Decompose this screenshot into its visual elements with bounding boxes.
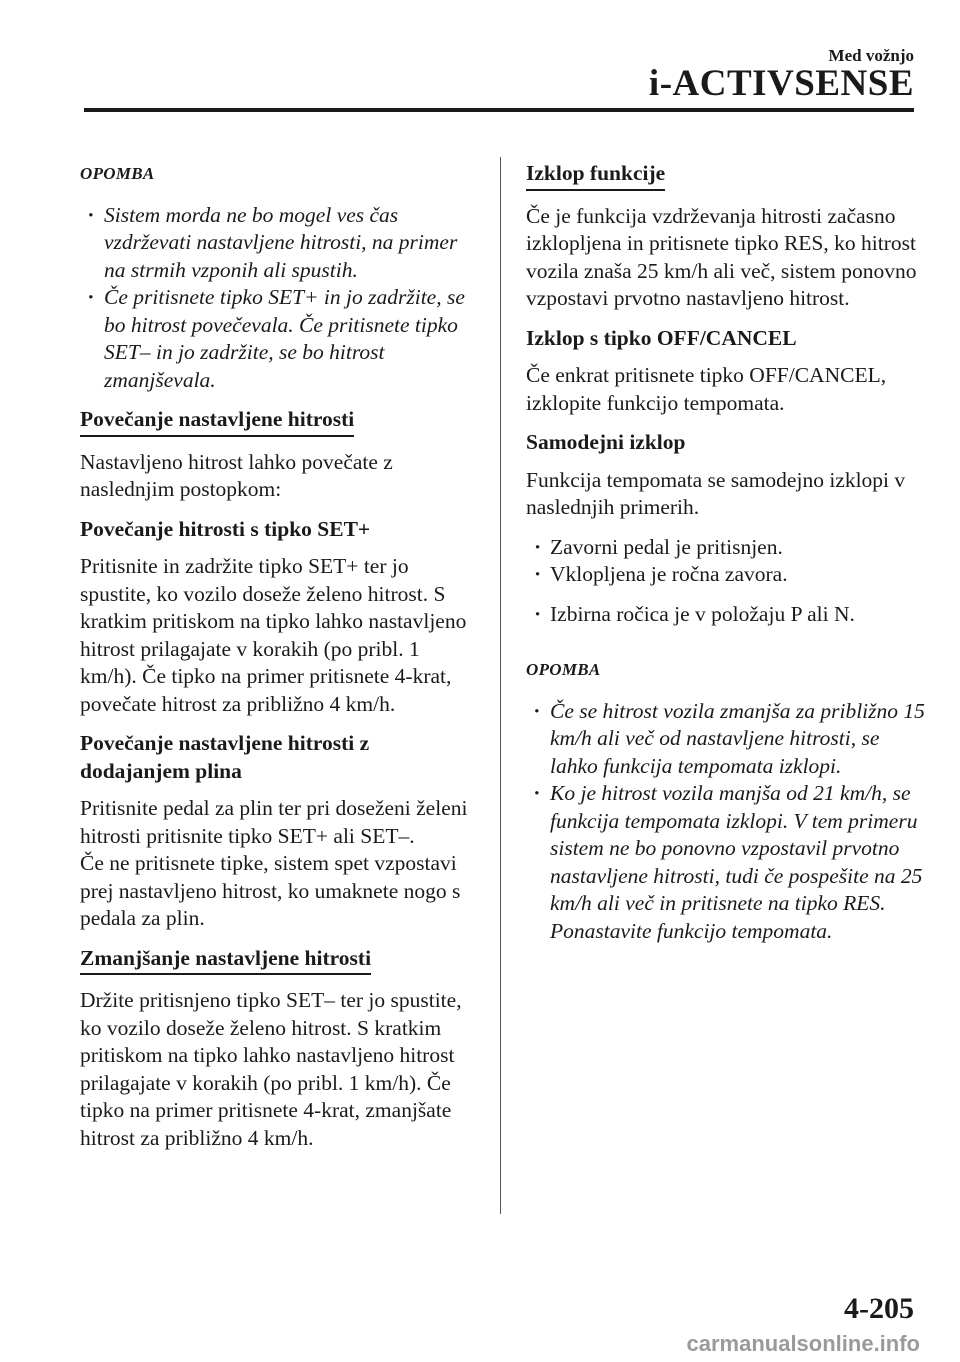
heading-decrease: Zmanjšanje nastavljene hitrosti [80,945,371,976]
note-title: OPOMBA [80,164,155,183]
auto-off-list [526,534,926,629]
heading-accel: Povečanje nastavljene hitrosti z dodajanjem plina [80,731,370,783]
header-rule [84,108,914,112]
heading-increase: Povečanje nastavljene hitrosti [80,406,354,437]
right-column [526,160,926,945]
page-number: 4-205 [844,1292,914,1325]
note-item: · Če se hitrost vozila zmanjša za približno 15 km/h ali več od nastavljene hitrosti, se lahko funkcija tempomata izklopi. [526,698,926,781]
heading-off: Izklop funkcije [526,160,665,191]
note-item: · Če pritisnete tipko SET+ in jo zadržite, se bo hitrost povečevala. Če pritisnete tipko SET– in jo zadržite, se bo hitrost zmanjševala. [80,284,480,394]
heading-auto: Samodejni izklop [526,430,686,454]
watermark: carmanualsonline.info [686,1331,920,1356]
list-item: · Vklopljena je ročna zavora. [526,561,926,589]
paragraph: Pritisnite in zadržite tipko SET+ ter jo spustite, ko vozilo doseže želeno hitrost. S kratkim pritiskom na tipko lahko nastavljeno hitrost prilagajate v korakih (po pribl. 1 km/h). Če tipko na primer pritisnete 4-krat, povečate hitrost za približno 4 km/h. [80,554,467,716]
left-column [80,160,480,1164]
heading-set-plus: Povečanje hitrosti s tipko SET+ [80,516,371,541]
paragraph: Nastavljeno hitrost lahko povečate z naslednjim postopkom: [80,449,393,501]
note-item: · Sistem morda ne bo mogel ves čas vzdrževati nastavljene hitrosti, na primer na strmih vzponih ali spustih. [80,202,480,285]
note-list [526,698,926,946]
list-item: · Zavorni pedal je pritisnjen. [526,534,926,562]
paragraph: Držite pritisnjeno tipko SET– ter jo spustite, ko vozilo doseže želeno hitrost. S kratkim pritiskom na tipko lahko nastavljeno hitrost prilagajate v korakih (po pribl. 1 km/h). Če tipko na primer pritisnete 4-krat, zmanjšate hitrost za približno 4 km/h. [80,988,462,1150]
paragraph: Če enkrat pritisnete tipko OFF/CANCEL, izklopite funkcijo tempomata. [526,363,887,415]
column-divider [500,157,501,1214]
header-title: i-ACTIVSENSE [648,63,914,104]
header-section: Med vožnjo [828,46,914,65]
paragraph: Pritisnite pedal za plin ter pri doseženi želeni hitrosti pritisnite tipko SET+ ali SET–. [80,796,468,848]
paragraph: Če je funkcija vzdrževanja hitrosti začasno izklopljena in pritisnete tipko RES, ko hitrost vozila znaša 25 km/h ali več, sistem ponovno vzpostavi prvotno nastavljeno hitrost. [526,203,917,310]
note-list [80,202,480,395]
list-item: · Izbirna ročica je v položaju P ali N. [526,601,926,629]
paragraph: Funkcija tempomata se samodejno izklopi v naslednjih primerih. [526,467,906,519]
heading-cancel: Izklop s tipko OFF/CANCEL [526,325,797,350]
paragraph: Če ne pritisnete tipke, sistem spet vzpostavi prej nastavljeno hitrost, ko umaknete nogo s pedala za plin. [80,851,461,930]
note-item: · Ko je hitrost vozila manjša od 21 km/h, se funkcija tempomata izklopi. V tem primeru sistem ne bo ponovno vzpostavil prvotno nastavljene hitrosti, tudi če pospešite na 25 km/h ali več in pritisnete na tipko RES. Ponastavite funkcijo tempomata. [526,780,926,945]
note-title: OPOMBA [526,660,601,679]
